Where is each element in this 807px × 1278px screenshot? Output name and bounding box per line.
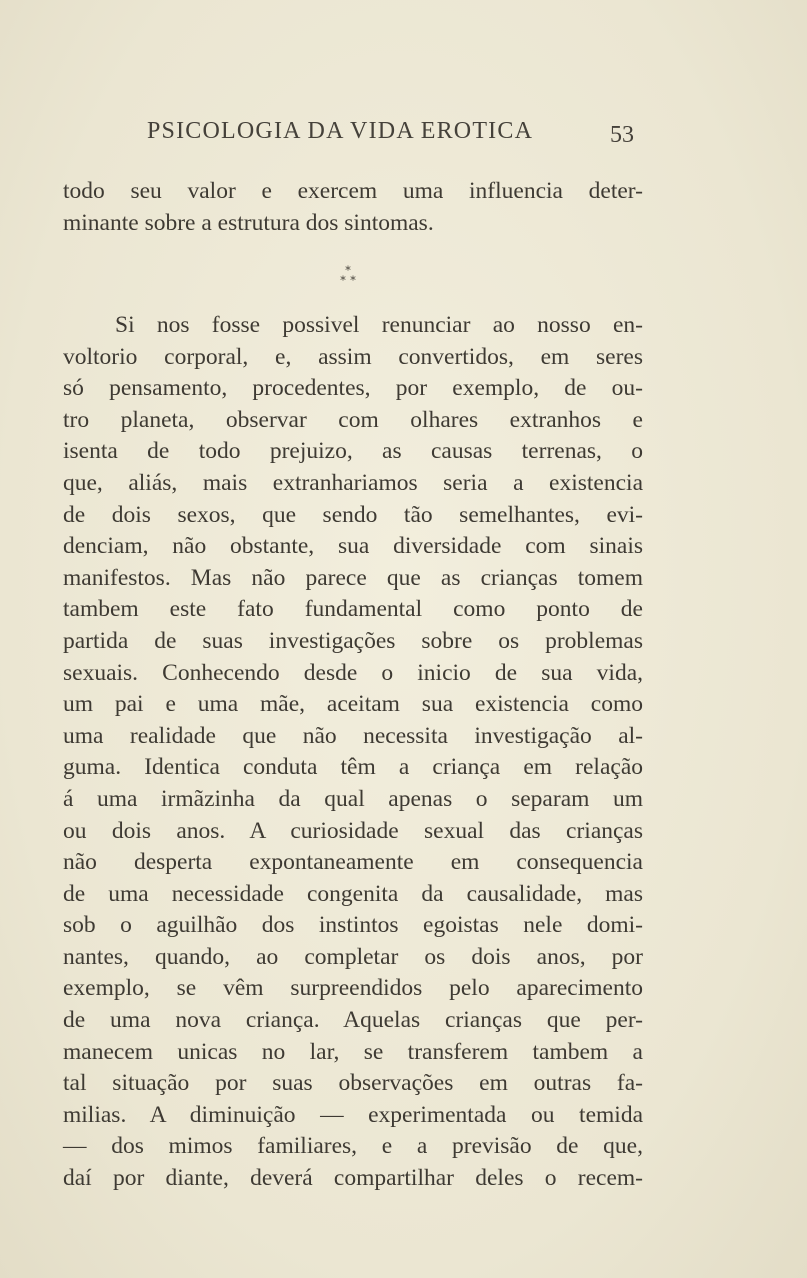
text-line: de uma nova criança. Aquelas crianças que per- bbox=[63, 1007, 643, 1034]
text-line: Si nos fosse possivel renunciar ao nosso en- bbox=[115, 312, 643, 338]
text-line: manecem unicas no lar, se transferem tambem a bbox=[63, 1038, 643, 1065]
text-line: partida de suas investigações sobre os problemas bbox=[63, 627, 643, 654]
text-line: de dois sexos, que sendo tão semelhantes, evi- bbox=[63, 501, 643, 528]
svg-text:*: * bbox=[350, 274, 356, 287]
text-line: nantes, quando, ao completar os dois anos, por bbox=[63, 943, 643, 970]
text-line: tro planeta, observar com olhares extranhos e bbox=[63, 406, 643, 433]
text-line: tambem este fato fundamental como ponto de bbox=[63, 596, 643, 623]
text-line: uma realidade que não necessita investigação al- bbox=[63, 722, 643, 749]
text-line: milias. A diminuição — experimentada ou temida bbox=[63, 1101, 643, 1128]
asterism-icon bbox=[333, 262, 363, 292]
paragraph-main bbox=[63, 310, 643, 1195]
text-line: á uma irmãzinha da qual apenas o separam um bbox=[63, 785, 643, 812]
text-line: que, aliás, mais extranhariamos seria a existencia bbox=[63, 469, 643, 496]
svg-text:*: * bbox=[345, 264, 351, 277]
text-line: um pai e uma mãe, aceitam sua existencia como bbox=[63, 691, 643, 718]
text-line: daí por diante, deverá compartilhar deles o recem- bbox=[63, 1165, 643, 1192]
text-line: minante sobre a estrutura dos sintomas. bbox=[63, 209, 434, 236]
text-line: manifestos. Mas não parece que as crianças tomem bbox=[63, 564, 643, 591]
text-line: não desperta expontaneamente em consequencia bbox=[63, 849, 643, 876]
text-line: só pensamento, procedentes, por exemplo, de ou- bbox=[63, 375, 643, 402]
running-title: PSICOLOGIA DA VIDA EROTICA bbox=[147, 118, 534, 144]
page-number: 53 bbox=[610, 122, 634, 148]
paragraph-continuation bbox=[63, 176, 643, 239]
text-line: isenta de todo prejuizo, as causas terrenas, o bbox=[63, 438, 643, 465]
text-line: denciam, não obstante, sua diversidade com sinais bbox=[63, 533, 643, 560]
text-line: sob o aguilhão dos instintos egoistas nele domi- bbox=[63, 912, 643, 939]
text-line: de uma necessidade congenita da causalidade, mas bbox=[63, 880, 643, 907]
text-line: exemplo, se vêm surpreendidos pelo aparecimento bbox=[63, 975, 643, 1002]
text-line: — dos mimos familiares, e a previsão de que, bbox=[63, 1133, 643, 1160]
text-line: sexuais. Conhecendo desde o inicio de sua vida, bbox=[63, 659, 643, 686]
text-line: todo seu valor e exercem uma influencia deter- bbox=[63, 178, 643, 204]
text-line: tal situação por suas observações em outras fa- bbox=[63, 1070, 643, 1097]
text-line: ou dois anos. A curiosidade sexual das crianças bbox=[63, 817, 643, 844]
text-line: voltorio corporal, e, assim convertidos, em seres bbox=[63, 343, 643, 370]
svg-text:*: * bbox=[340, 274, 346, 287]
text-line: guma. Identica conduta têm a criança em relação bbox=[63, 754, 643, 781]
